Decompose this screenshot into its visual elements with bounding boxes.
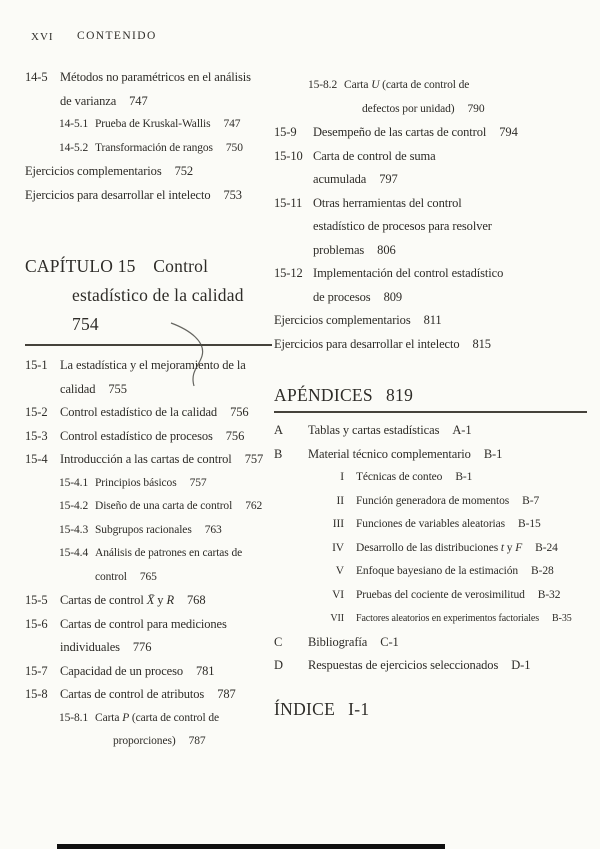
toc-entry-text: Técnicas de conteo B-1 xyxy=(356,471,473,483)
toc-page-ref: 811 xyxy=(423,313,442,327)
toc-page-ref: 754 xyxy=(72,314,99,334)
toc-entry xyxy=(274,309,587,333)
toc-entry xyxy=(274,419,587,443)
toc-entry xyxy=(274,443,587,467)
toc-entry xyxy=(274,192,587,263)
toc-entry-number: 15-4.3 xyxy=(59,523,89,536)
toc-page-ref: 787 xyxy=(188,735,206,747)
toc-entry xyxy=(25,425,272,449)
toc-entry-number: IV xyxy=(332,541,344,554)
toc-entry-number: D xyxy=(274,658,283,672)
toc-entry-text: Desempeño de las cartas de control 794 xyxy=(313,125,518,139)
toc-page-ref: 750 xyxy=(225,141,243,154)
toc-entry-number: II xyxy=(336,494,344,507)
scan-artifact-bar xyxy=(57,844,445,849)
toc-page-ref: 781 xyxy=(196,663,215,678)
toc-entry xyxy=(25,448,272,472)
toc-page-ref: B-32 xyxy=(537,588,561,601)
toc-entry-text: Control estadístico de procesos 756 xyxy=(60,428,245,443)
page-number: XVI xyxy=(31,31,54,43)
toc-entry-number: 15-12 xyxy=(274,266,303,280)
toc-page-ref: 809 xyxy=(383,289,403,304)
toc-page-ref: 762 xyxy=(245,500,263,512)
toc-entry-number: 15-9 xyxy=(274,125,297,139)
toc-entry-number: 15-8.1 xyxy=(59,711,89,724)
toc-page-ref: 776 xyxy=(132,640,152,654)
vertical-gap xyxy=(274,356,587,384)
toc-entry-text: Implementación del control estadístico de procesos 809 xyxy=(313,266,504,304)
toc-entry-number: 15-4.4 xyxy=(59,547,89,559)
toc-page-ref: B-35 xyxy=(552,613,572,624)
toc-page-ref: C-1 xyxy=(380,634,399,649)
toc-entry-number: 14-5.2 xyxy=(59,141,89,154)
toc-entry xyxy=(274,654,587,678)
toc-entry xyxy=(274,333,587,357)
toc-entry xyxy=(274,584,587,608)
toc-page-ref: 747 xyxy=(223,118,241,130)
toc-entry-number: VII xyxy=(330,613,344,624)
toc-entry-text: Factores aleatorios en experimentos factoriales B-35 xyxy=(356,613,572,624)
toc-page-ref: 752 xyxy=(174,164,194,178)
toc-entry-number: 15-4 xyxy=(25,452,48,466)
chapter-heading: CAPÍTULO 15 Control estadístico de la calidad754 xyxy=(25,256,244,334)
toc-entry xyxy=(25,683,272,707)
toc-entry-text: Métodos no paramétricos en el análisis de varianza 747 xyxy=(60,70,251,108)
toc-page-ref: B-15 xyxy=(518,518,541,530)
toc-page-ref: 787 xyxy=(217,687,236,701)
toc-entry-text: Material técnico complementario B-1 xyxy=(308,446,503,461)
toc-entry-number: A xyxy=(274,423,283,437)
toc-entry-number: 15-4.2 xyxy=(59,500,89,512)
toc-page-ref: 753 xyxy=(223,187,242,202)
toc-entry xyxy=(59,707,272,754)
toc-page-ref: 768 xyxy=(187,593,206,607)
toc-entry xyxy=(59,542,272,589)
toc-page-ref: 755 xyxy=(108,381,127,396)
toc-entry-number: 15-8.2 xyxy=(308,79,338,91)
toc-entry xyxy=(25,184,272,208)
appendices-heading: APÉNDICES 819 xyxy=(274,385,414,405)
toc-page-ref: 757 xyxy=(244,452,264,466)
toc-entry-text: Diseño de una carta de control 762 xyxy=(95,500,263,512)
toc-entry-text: Ejercicios para desarrollar el intelecto 815 xyxy=(274,336,491,351)
toc-left-column xyxy=(25,66,272,754)
toc-entry-text: Cartas de control para mediciones individuales 776 xyxy=(60,616,227,654)
toc-entry-text: Pruebas del cociente de verosimilitud B-32 xyxy=(356,588,561,601)
toc-page-ref: 756 xyxy=(230,405,249,419)
toc-entry-number: 14-5 xyxy=(25,70,48,84)
toc-page-ref: 763 xyxy=(204,523,222,536)
toc-entry-text: Ejercicios complementarios 811 xyxy=(274,313,442,327)
toc-entry-text: Función generadora de momentos B-7 xyxy=(356,494,540,507)
toc-entry-number: 15-3 xyxy=(25,428,48,443)
toc-entry-text: Capacidad de un proceso 781 xyxy=(60,663,215,678)
toc-entry-text: Introducción a las cartas de control 757 xyxy=(60,452,264,466)
toc-entry-text: Cartas de control de atributos 787 xyxy=(60,687,236,701)
index-heading: ÍNDICE I-1 xyxy=(274,698,370,719)
toc-entry xyxy=(59,472,272,496)
toc-page-ref: B-1 xyxy=(455,471,473,483)
toc-entry-text: Análisis de patrones en cartas de control 765 xyxy=(95,547,243,583)
toc-entry-text: Enfoque bayesiano de la estimación B-28 xyxy=(356,565,554,577)
toc-page-ref: D-1 xyxy=(511,658,531,672)
toc-entry xyxy=(25,613,272,660)
toc-entry-text: Cartas de control X̄ y R 768 xyxy=(60,593,206,607)
toc-page-ref: 819 xyxy=(385,385,414,405)
toc-entry-number: I xyxy=(340,471,344,483)
toc-entry-number: 15-10 xyxy=(274,148,303,163)
toc-entry xyxy=(274,121,587,145)
vertical-gap xyxy=(25,207,272,252)
toc-entry-text: Control estadístico de la calidad 756 xyxy=(60,405,249,419)
toc-entry xyxy=(25,660,272,684)
toc-entry-text: Ejercicios complementarios 752 xyxy=(25,164,194,178)
running-head-title: CONTENIDO xyxy=(77,30,157,42)
toc-entry-text: Carta U (carta de control de defectos por unidad) 790 xyxy=(344,79,485,115)
toc-page-ref: I-1 xyxy=(348,698,370,719)
toc-entry-number: 15-7 xyxy=(25,663,48,678)
vertical-gap xyxy=(274,678,587,698)
toc-entry xyxy=(59,137,272,161)
toc-entry-text: Transformación de rangos 750 xyxy=(95,141,243,154)
toc-entry-number: VI xyxy=(332,588,344,601)
toc-entry xyxy=(59,495,272,519)
toc-page-ref: B-28 xyxy=(531,565,554,577)
toc-entry-text: Prueba de Kruskal-Wallis 747 xyxy=(95,118,241,130)
toc-entry xyxy=(274,513,587,537)
toc-entry-number: 15-1 xyxy=(25,358,48,372)
toc-entry-text: Bibliografía C-1 xyxy=(308,634,399,649)
toc-entry-number: C xyxy=(274,634,283,649)
toc-entry xyxy=(274,490,587,514)
toc-page-ref: B-1 xyxy=(483,446,503,461)
toc-entry xyxy=(25,354,272,401)
toc-page-ref: 797 xyxy=(379,172,398,186)
toc-entry xyxy=(274,560,587,584)
toc-entry xyxy=(59,113,272,137)
toc-entry-text: Principios básicos 757 xyxy=(95,476,207,489)
toc-entry-text: Subgrupos racionales 763 xyxy=(95,523,222,536)
toc-entry-text: Respuestas de ejercicios seleccionados D-1 xyxy=(308,658,531,672)
toc-entry-number: 15-8 xyxy=(25,687,48,701)
toc-page-ref: B-7 xyxy=(522,494,540,507)
toc-page-ref: 794 xyxy=(499,125,518,139)
toc-page-ref: A-1 xyxy=(452,423,472,437)
toc-entry xyxy=(274,262,587,309)
toc-entry-number: 15-11 xyxy=(274,195,303,210)
toc-entry xyxy=(274,466,587,490)
toc-entry xyxy=(274,631,587,655)
toc-page-ref: 806 xyxy=(377,242,396,257)
toc-entry-number: V xyxy=(335,565,344,577)
toc-entry-number: 14-5.1 xyxy=(59,118,89,130)
toc-page-ref: 790 xyxy=(467,102,485,115)
toc-entry-number: 15-4.1 xyxy=(59,476,89,489)
toc-entry-text: Tablas y cartas estadísticas A-1 xyxy=(308,423,472,437)
toc-entry-text: Desarrollo de las distribuciones t y F B-24 xyxy=(356,541,558,554)
toc-entry xyxy=(274,537,587,561)
toc-entry xyxy=(274,607,587,631)
heading-rule xyxy=(274,411,587,413)
toc-entry-text: Carta de control de suma acumulada 797 xyxy=(313,148,436,186)
toc-entry-text: Ejercicios para desarrollar el intelecto 753 xyxy=(25,187,242,202)
toc-entry-text: Otras herramientas del control estadístico de procesos para resolver problemas 806 xyxy=(313,195,492,257)
toc-page-ref: 815 xyxy=(472,336,491,351)
toc-entry xyxy=(25,66,272,113)
toc-right-column xyxy=(274,74,587,720)
toc-entry-number: III xyxy=(332,518,344,530)
toc-entry xyxy=(308,74,587,121)
toc-entry-text: Carta P (carta de control de proporciones) 787 xyxy=(95,711,219,747)
toc-entry-text: La estadística y el mejoramiento de la calidad 755 xyxy=(60,358,246,396)
toc-entry xyxy=(274,145,587,192)
toc-entry-number: B xyxy=(274,446,283,461)
toc-entry xyxy=(25,160,272,184)
toc-entry xyxy=(59,519,272,543)
toc-page-ref: 756 xyxy=(225,428,245,443)
toc-page-ref: 757 xyxy=(189,476,207,489)
toc-entry xyxy=(25,589,272,613)
toc-page-ref: 747 xyxy=(129,93,148,108)
toc-page-ref: 765 xyxy=(139,570,157,583)
toc-page-ref: B-24 xyxy=(535,541,558,554)
heading-rule xyxy=(25,344,272,346)
toc-entry-number: 15-6 xyxy=(25,616,48,631)
toc-entry-number: 15-5 xyxy=(25,593,48,607)
toc-entry-number: 15-2 xyxy=(25,405,48,419)
toc-entry-text: Funciones de variables aleatorias B-15 xyxy=(356,518,541,530)
toc-entry xyxy=(25,401,272,425)
